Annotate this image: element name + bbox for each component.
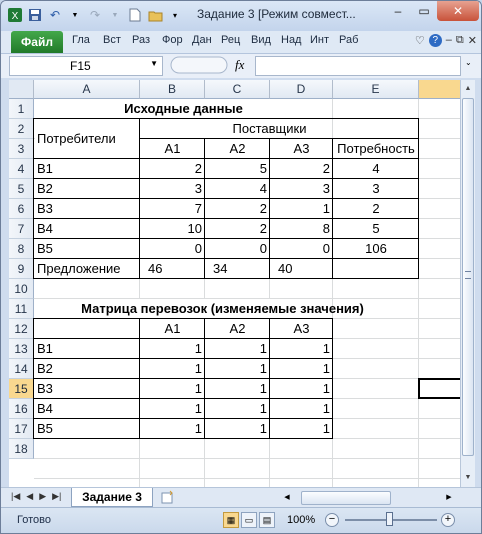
tab-file[interactable]: Файл — [11, 31, 63, 53]
consumer-name[interactable]: B2 — [37, 181, 53, 196]
row-header[interactable]: 1 — [9, 99, 34, 119]
insert-function-icon[interactable]: fx — [235, 57, 245, 72]
vertical-scrollbar[interactable] — [460, 80, 475, 487]
supplier-col-header[interactable]: A2 — [229, 141, 246, 156]
cost-cell[interactable]: 2 — [322, 161, 330, 176]
column-header[interactable] — [419, 80, 460, 99]
cost-cell[interactable]: 5 — [259, 161, 267, 176]
page-break-view-icon[interactable]: ▤ — [259, 512, 275, 528]
table-border — [204, 318, 205, 439]
matrix-value-cell[interactable]: 1 — [259, 381, 267, 396]
customize-qat-icon[interactable]: ▾ — [172, 10, 177, 20]
zoom-level[interactable]: 100% — [287, 514, 316, 526]
status-bar — [1, 507, 481, 534]
matrix-value-cell[interactable]: 1 — [259, 401, 267, 416]
table-border — [33, 218, 419, 219]
table-border — [269, 138, 270, 279]
cost-cell[interactable]: 7 — [194, 201, 202, 216]
row-header[interactable]: 4 — [9, 159, 34, 179]
next-sheet-icon[interactable]: ▶ — [39, 491, 47, 501]
scroll-up-icon[interactable]: ▲ — [464, 85, 472, 92]
table-border — [418, 118, 419, 279]
column-header[interactable]: A — [34, 80, 140, 99]
sheet-tab-active[interactable]: Задание 3 — [71, 488, 153, 507]
suppliers-header[interactable]: Поставщики — [232, 121, 307, 136]
tab-review[interactable]: Рец — [221, 34, 241, 46]
matrix-value-cell[interactable]: 1 — [194, 401, 202, 416]
new-file-icon[interactable] — [127, 7, 143, 23]
title-bar — [1, 1, 481, 31]
vertical-scroll-thumb[interactable] — [462, 98, 474, 456]
window-controls — [385, 1, 479, 21]
cost-cell[interactable]: 1 — [322, 201, 330, 216]
formula-input[interactable] — [255, 56, 461, 76]
save-icon[interactable] — [27, 7, 43, 23]
last-sheet-icon[interactable]: ▶| — [52, 491, 62, 501]
matrix-value-cell[interactable]: 1 — [194, 421, 202, 436]
normal-view-icon[interactable]: ▦ — [223, 512, 239, 528]
table-border — [33, 318, 34, 439]
consumer-name[interactable]: B4 — [37, 221, 53, 236]
row-header[interactable]: 8 — [9, 239, 34, 259]
insert-sheet-icon[interactable] — [161, 490, 177, 507]
prev-sheet-icon[interactable]: ◀ — [26, 491, 34, 501]
sheet-tab-bar — [1, 487, 481, 508]
page-layout-view-icon[interactable]: ▭ — [241, 512, 257, 528]
table-border — [139, 138, 419, 139]
tab-data[interactable]: Дан — [192, 34, 212, 46]
table-border — [33, 258, 419, 259]
scroll-right-icon[interactable]: ▶ — [446, 494, 452, 501]
column-header[interactable]: C — [205, 80, 270, 99]
zoom-in-button[interactable]: + — [441, 513, 455, 527]
matrix-row-name[interactable]: B4 — [37, 401, 53, 416]
excel-logo-icon — [7, 7, 23, 23]
tab-page-layout[interactable]: Раз — [132, 34, 151, 46]
matrix-value-cell[interactable]: 1 — [322, 421, 330, 436]
table-border — [33, 118, 419, 119]
matrix-value-cell[interactable]: 1 — [194, 341, 202, 356]
name-box[interactable] — [9, 56, 163, 76]
offer-cell[interactable]: 40 — [278, 261, 293, 276]
select-all-corner[interactable] — [9, 80, 34, 99]
table-border — [33, 198, 419, 199]
row-header[interactable]: 12 — [9, 319, 34, 339]
need-cell[interactable]: 5 — [372, 221, 380, 236]
tab-addins[interactable]: Над — [281, 34, 302, 46]
row-header[interactable]: 3 — [9, 139, 34, 159]
matrix-value-cell[interactable]: 1 — [194, 361, 202, 376]
matrix-value-cell[interactable]: 1 — [322, 401, 330, 416]
zoom-out-button[interactable]: − — [325, 513, 339, 527]
redo-dropdown-icon[interactable]: ▼ — [111, 11, 119, 19]
spreadsheet-grid[interactable] — [9, 80, 460, 487]
table-border — [33, 238, 419, 239]
offer-cell[interactable]: 34 — [213, 261, 228, 276]
cost-cell[interactable]: 0 — [322, 241, 330, 256]
view-buttons — [223, 512, 275, 528]
tab-insert[interactable]: Вст — [103, 34, 121, 46]
need-cell[interactable]: 4 — [372, 161, 380, 176]
matrix-row-name[interactable]: B2 — [37, 361, 53, 376]
cost-cell[interactable]: 0 — [194, 241, 202, 256]
table-border — [332, 138, 333, 279]
expand-formula-bar-icon[interactable]: ⌄ — [465, 58, 472, 67]
consumer-name[interactable]: B1 — [37, 161, 53, 176]
row-header[interactable]: 5 — [9, 179, 34, 199]
table-border — [33, 378, 333, 379]
matrix-row-name[interactable]: B5 — [37, 421, 53, 436]
status-ready: Готово — [17, 514, 51, 526]
cost-cell[interactable]: 2 — [194, 161, 202, 176]
horizontal-scroll-thumb[interactable] — [301, 491, 391, 505]
table-border — [33, 178, 419, 179]
formula-bar — [1, 54, 481, 78]
sheet-title-matrix[interactable]: Матрица перевозок (изменяемые значения) — [81, 301, 364, 316]
row-header[interactable]: 11 — [9, 299, 34, 319]
scroll-left-icon[interactable]: ◀ — [284, 494, 290, 501]
table-border — [33, 338, 333, 339]
tab-home[interactable]: Гла — [72, 34, 90, 46]
table-border — [139, 318, 140, 439]
matrix-value-cell[interactable]: 1 — [259, 421, 267, 436]
gridline — [34, 478, 460, 479]
row-header[interactable]: 9 — [9, 259, 34, 279]
row-header[interactable]: 10 — [9, 279, 34, 299]
tab-view[interactable]: Вид — [251, 34, 271, 46]
tab-integration[interactable]: Инт — [310, 34, 330, 46]
supplier-col-header[interactable]: A3 — [293, 141, 310, 156]
sheet-nav-buttons — [11, 491, 61, 502]
offer-cell[interactable]: 46 — [148, 261, 163, 276]
matrix-row-name[interactable]: B3 — [37, 381, 53, 396]
active-cell-cursor[interactable] — [418, 378, 460, 399]
matrix-row-name[interactable]: B1 — [37, 341, 53, 356]
row-header[interactable]: 14 — [9, 359, 34, 379]
matrix-value-cell[interactable]: 1 — [194, 381, 202, 396]
supplier-col-header[interactable]: A1 — [164, 141, 181, 156]
matrix-value-cell[interactable]: 1 — [259, 361, 267, 376]
formula-buttons — [169, 56, 255, 74]
horizontal-scrollbar[interactable] — [279, 491, 459, 505]
row-header[interactable]: 6 — [9, 199, 34, 219]
cost-cell[interactable]: 0 — [259, 241, 267, 256]
scroll-down-icon[interactable]: ▼ — [464, 474, 472, 481]
offer-label[interactable]: Предложение — [37, 261, 121, 276]
table-border — [33, 158, 419, 159]
table-border — [33, 318, 333, 319]
quick-access-toolbar — [7, 7, 183, 23]
gridline — [34, 458, 460, 459]
svg-text:X: X — [11, 11, 19, 22]
cost-cell[interactable]: 3 — [322, 181, 330, 196]
tab-work[interactable]: Раб — [339, 34, 359, 46]
zoom-slider-thumb[interactable] — [386, 512, 393, 526]
grip-icon — [465, 271, 471, 279]
table-border — [204, 138, 205, 279]
table-border — [33, 398, 333, 399]
matrix-value-cell[interactable]: 1 — [322, 341, 330, 356]
matrix-value-cell[interactable]: 1 — [322, 361, 330, 376]
row-header[interactable]: 18 — [9, 439, 34, 459]
name-box-value: F15 — [70, 59, 91, 73]
cost-cell[interactable]: 3 — [194, 181, 202, 196]
ribbon-right-controls — [415, 34, 477, 47]
restore-button[interactable]: ▭ — [418, 4, 430, 18]
consumer-name[interactable]: B3 — [37, 201, 53, 216]
minimize-button[interactable]: – — [394, 4, 402, 18]
row-header[interactable]: 7 — [9, 219, 34, 239]
table-border — [33, 418, 333, 419]
table-border — [139, 118, 140, 279]
matrix-col-header[interactable]: A2 — [229, 321, 246, 336]
matrix-value-cell[interactable]: 1 — [322, 381, 330, 396]
close-button[interactable]: ✕ — [437, 1, 479, 21]
consumers-header[interactable]: Потребители — [37, 131, 116, 146]
first-sheet-icon[interactable]: |◀ — [11, 491, 21, 501]
undo-icon[interactable]: ↶ — [49, 8, 61, 22]
matrix-value-cell[interactable]: 1 — [259, 341, 267, 356]
chevron-down-icon[interactable]: ▼ — [150, 59, 158, 68]
cost-cell[interactable]: 10 — [187, 221, 202, 236]
cost-cell[interactable]: 4 — [259, 181, 267, 196]
ribbon-tabs — [1, 31, 481, 54]
sheet-title-input-data[interactable]: Исходные данные — [124, 101, 243, 116]
table-border — [269, 318, 270, 439]
restore-icon[interactable]: ⧉ — [455, 34, 464, 46]
row-header[interactable]: 16 — [9, 399, 34, 419]
matrix-col-header[interactable]: A3 — [293, 321, 310, 336]
column-header[interactable]: D — [270, 80, 333, 99]
row-header[interactable]: 13 — [9, 339, 34, 359]
minimize-ribbon-icon[interactable]: – — [445, 34, 452, 46]
cost-cell[interactable]: 2 — [259, 221, 267, 236]
consumer-name[interactable]: B5 — [37, 241, 53, 256]
row-header[interactable]: 17 — [9, 419, 34, 439]
heart-icon[interactable]: ♡ — [414, 35, 425, 47]
need-cell[interactable]: 106 — [365, 241, 387, 256]
need-cell[interactable]: 2 — [372, 201, 380, 216]
window-title: Задание 3 [Режим совмест... — [197, 7, 356, 21]
matrix-col-header[interactable]: A1 — [164, 321, 181, 336]
open-folder-icon[interactable] — [147, 7, 163, 23]
cost-cell[interactable]: 8 — [322, 221, 330, 236]
row-header[interactable]: 2 — [9, 119, 34, 139]
undo-dropdown-icon[interactable]: ▼ — [71, 11, 79, 19]
cost-cell[interactable]: 2 — [259, 201, 267, 216]
formula-bar-splitter-icon — [169, 56, 229, 74]
table-border — [33, 118, 34, 279]
table-border — [33, 278, 419, 279]
column-header[interactable]: E — [333, 80, 419, 99]
table-border — [332, 318, 333, 439]
table-border — [33, 438, 333, 439]
need-header[interactable]: Потребность — [337, 141, 415, 156]
tab-formulas[interactable]: Фор — [162, 34, 183, 46]
redo-icon[interactable]: ↷ — [89, 8, 101, 22]
column-header[interactable]: B — [140, 80, 205, 99]
row-header[interactable]: 15 — [9, 379, 34, 399]
need-cell[interactable]: 3 — [372, 181, 380, 196]
close-workbook-icon[interactable]: ✕ — [467, 35, 477, 47]
table-border — [33, 358, 333, 359]
help-icon[interactable]: ? — [429, 34, 442, 47]
